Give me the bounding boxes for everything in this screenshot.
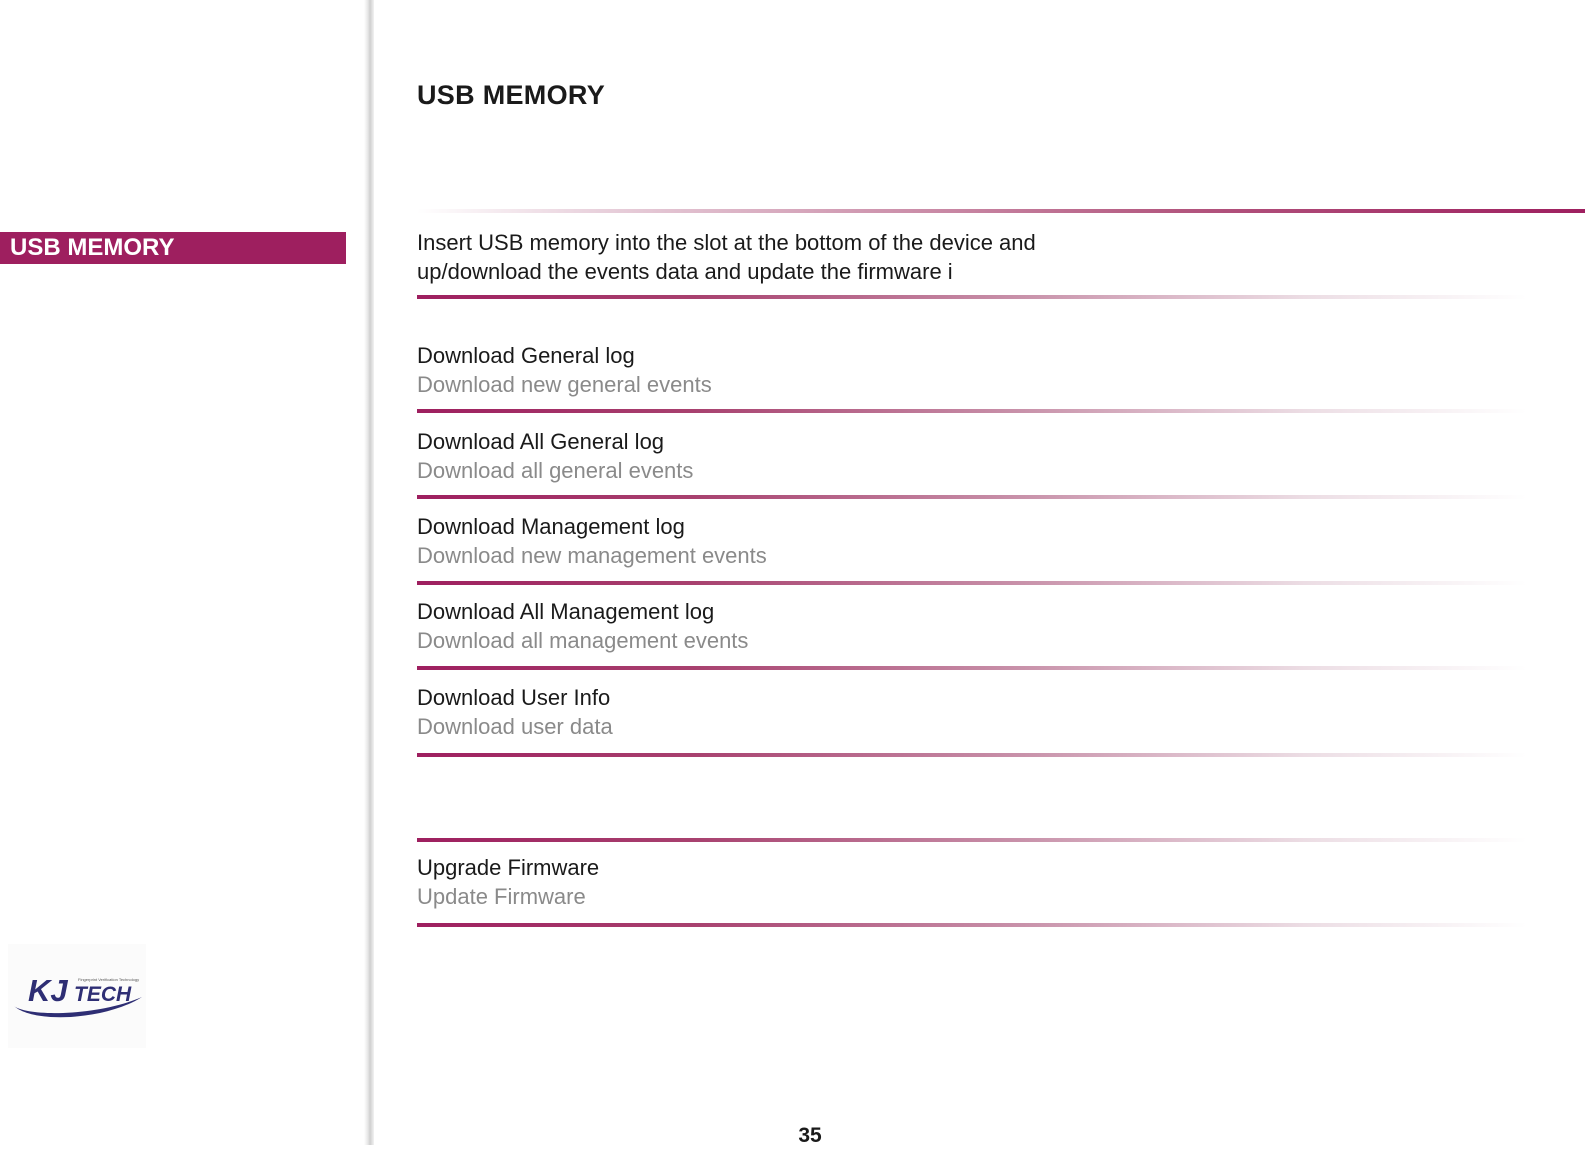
- menu-item-download-all-general-log[interactable]: [417, 427, 1517, 485]
- menu-item-description: Download all management events: [417, 628, 749, 653]
- menu-item-title: Download General log: [417, 343, 635, 368]
- divider: [417, 666, 1527, 670]
- divider: [417, 753, 1527, 757]
- header-divider: [417, 209, 1585, 213]
- menu-item-title: Download All General log: [417, 429, 665, 454]
- sidebar-tab-label: USB MEMORY: [10, 234, 175, 261]
- svg-text:KJ: KJ: [28, 973, 68, 1008]
- vertical-divider: [364, 0, 374, 1145]
- menu-item-title: Upgrade Firmware: [417, 855, 600, 880]
- menu-item-description: Download user data: [417, 714, 613, 739]
- svg-text:Fingerprint Verification Techn: Fingerprint Verification Technology: [78, 977, 140, 982]
- menu-item-download-general-log[interactable]: [417, 341, 1517, 399]
- menu-item-description: Download all general events: [417, 458, 694, 483]
- intro-line-1: Insert USB memory into the slot at the bottom of the device and: [417, 230, 1036, 255]
- svg-text:TECH: TECH: [74, 983, 132, 1006]
- divider: [417, 838, 1527, 842]
- menu-item-title: Download All Management log: [417, 599, 715, 624]
- divider: [417, 923, 1527, 927]
- menu-item-title: Download User Info: [417, 685, 611, 710]
- intro-text: [417, 228, 1517, 286]
- menu-item-description: Download new general events: [417, 372, 712, 397]
- menu-item-description: Update Firmware: [417, 884, 586, 909]
- page-title: USB MEMORY: [417, 80, 606, 110]
- divider: [417, 295, 1527, 299]
- menu-item-title: Download Management log: [417, 514, 685, 539]
- kjtech-logo-mark: [8, 944, 146, 1048]
- page-number: 35: [798, 1124, 822, 1147]
- divider: [417, 581, 1527, 585]
- menu-item-download-all-management-log[interactable]: [417, 597, 1517, 655]
- menu-item-description: Download new management events: [417, 543, 767, 568]
- divider: [417, 409, 1527, 413]
- menu-item-upgrade-firmware[interactable]: [417, 853, 1517, 911]
- kjtech-logo: [8, 944, 146, 1048]
- divider: [417, 495, 1527, 499]
- intro-line-2: up/download the events data and update the firmware i: [417, 259, 953, 284]
- menu-item-download-management-log[interactable]: [417, 512, 1517, 570]
- sidebar-active-tab[interactable]: [0, 232, 346, 264]
- menu-item-download-user-info[interactable]: [417, 683, 1517, 741]
